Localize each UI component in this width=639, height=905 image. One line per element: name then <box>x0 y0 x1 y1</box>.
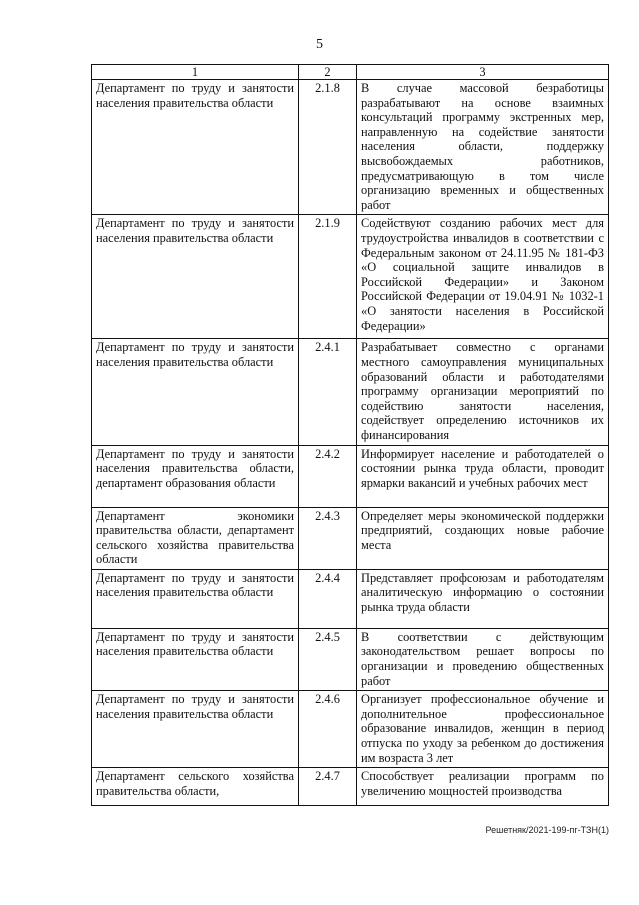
obligation-text-cell: Способствует реализации программ по увеличению мощностей производства <box>357 768 609 806</box>
clause-number-cell: 2.1.9 <box>299 215 357 339</box>
table-row <box>92 569 609 628</box>
department-cell: Департамент по труду и занятости населения правительства области <box>92 339 299 445</box>
obligation-text-cell: Информирует население и работодателей о состоянии рынка труда области, проводит ярмарки вакансий и учебных рабочих мест <box>357 445 609 507</box>
department-cell: Департамент по труду и занятости населения правительства области <box>92 691 299 768</box>
column-header-1: 1 <box>92 65 299 80</box>
clause-number-cell: 2.4.1 <box>299 339 357 445</box>
table-header-row <box>92 65 609 80</box>
table-row <box>92 80 609 215</box>
department-cell: Департамент по труду и занятости населения правительства области <box>92 628 299 690</box>
clause-number-cell: 2.4.6 <box>299 691 357 768</box>
table-row <box>92 507 609 569</box>
table-row <box>92 339 609 445</box>
table-row <box>92 445 609 507</box>
table-row <box>92 691 609 768</box>
clause-number-cell: 2.4.5 <box>299 628 357 690</box>
table-row <box>92 628 609 690</box>
clause-number-cell: 2.4.7 <box>299 768 357 806</box>
department-cell: Департамент по труду и занятости населения правительства области <box>92 80 299 215</box>
column-header-3: 3 <box>357 65 609 80</box>
document-table <box>91 64 609 806</box>
clause-number-cell: 2.4.4 <box>299 569 357 628</box>
table-row <box>92 215 609 339</box>
department-cell: Департамент экономики правительства области, департамент сельского хозяйства правительства области <box>92 507 299 569</box>
column-header-2: 2 <box>299 65 357 80</box>
table-row <box>92 768 609 806</box>
department-cell: Департамент по труду и занятости населения правительства области, департамент образования области <box>92 445 299 507</box>
obligation-text-cell: Организует профессиональное обучение и дополнительное профессиональное образование инвалидов, женщин в период отпуска по уходу за ребенком до достижения им возраста 3 лет <box>357 691 609 768</box>
document-reference-code: Решетняк/2021-199-пг-ТЗН(1) <box>485 825 609 835</box>
obligation-text-cell: Содействуют созданию рабочих мест для трудоустройства инвалидов в соответствии с Федеральным законом от 24.11.95 № 181-ФЗ «О социальной защите инвалидов в Российской Федерации» и Законом Российской Федерации от 19.04.91 № 1032-1 «О занятости населения в Российской Федерации» <box>357 215 609 339</box>
page-number: 5 <box>316 37 323 52</box>
obligation-text-cell: В случае массовой безработицы разрабатывают на основе взаимных консультаций программу экстренных мер, направленную на содействие занятости населения области, поддержку высвобождаемых работников, предусматривающую в том числе организацию временных и общественных работ <box>357 80 609 215</box>
department-cell: Департамент сельского хозяйства правительства области, <box>92 768 299 806</box>
obligation-text-cell: Определяет меры экономической поддержки предприятий, создающих новые рабочие места <box>357 507 609 569</box>
clause-number-cell: 2.1.8 <box>299 80 357 215</box>
department-cell: Департамент по труду и занятости населения правительства области <box>92 569 299 628</box>
clause-number-cell: 2.4.3 <box>299 507 357 569</box>
obligation-text-cell: В соответствии с действующим законодательством решает вопросы по организации и проведению общественных работ <box>357 628 609 690</box>
obligation-text-cell: Разрабатывает совместно с органами местного самоуправления муниципальных образований области и работодателями программу организации мероприятий по содействию занятости населения, содействует определению источников их финансирования <box>357 339 609 445</box>
department-cell: Департамент по труду и занятости населения правительства области <box>92 215 299 339</box>
clause-number-cell: 2.4.2 <box>299 445 357 507</box>
obligation-text-cell: Представляет профсоюзам и работодателям аналитическую информацию о состоянии рынка труда области <box>357 569 609 628</box>
